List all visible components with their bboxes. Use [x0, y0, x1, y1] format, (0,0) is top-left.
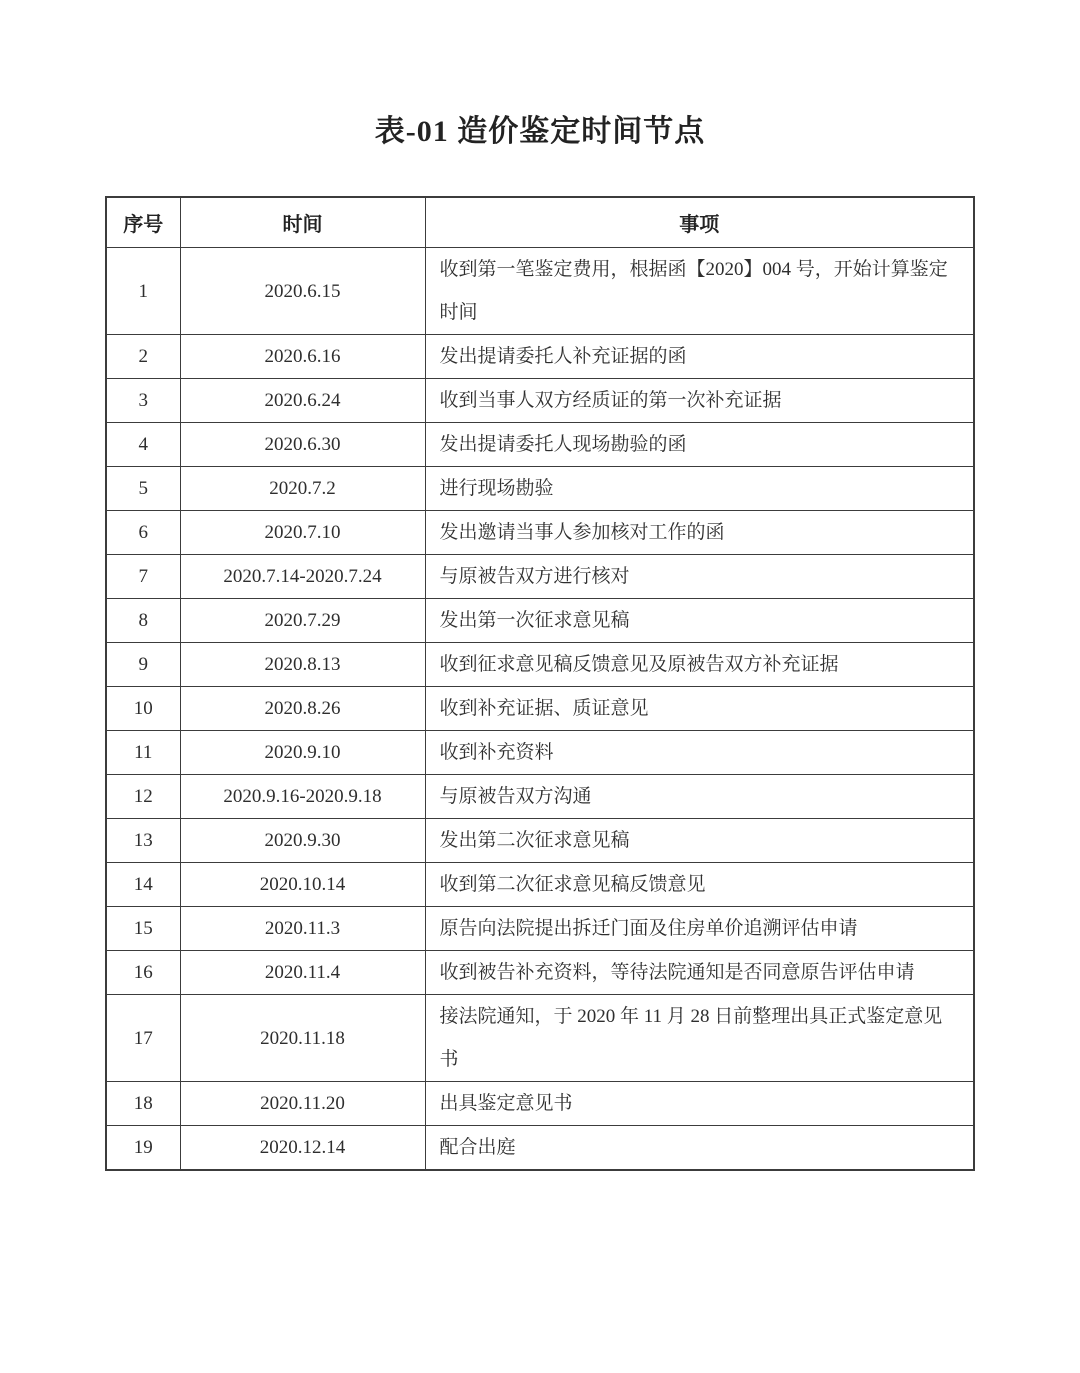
table-row — [106, 863, 974, 907]
cell-event: 发出邀请当事人参加核对工作的函 — [425, 511, 974, 555]
table-row — [106, 643, 974, 687]
cell-event: 出具鉴定意见书 — [425, 1082, 974, 1126]
cell-no: 3 — [106, 379, 180, 423]
cell-no: 4 — [106, 423, 180, 467]
cell-date: 2020.6.30 — [180, 423, 425, 467]
page-title: 表-01 造价鉴定时间节点 — [374, 115, 706, 148]
cell-event: 收到补充资料 — [425, 731, 974, 775]
table-row — [106, 1082, 974, 1126]
cell-no: 19 — [106, 1126, 180, 1171]
cell-event: 发出第二次征求意见稿 — [425, 819, 974, 863]
cell-no: 5 — [106, 467, 180, 511]
cell-date: 2020.9.30 — [180, 819, 425, 863]
table-row — [106, 951, 974, 995]
cell-event: 收到第二次征求意见稿反馈意见 — [425, 863, 974, 907]
cell-event: 与原被告双方进行核对 — [425, 555, 974, 599]
table-row — [106, 423, 974, 467]
cell-date: 2020.9.16-2020.9.18 — [180, 775, 425, 819]
cell-no: 14 — [106, 863, 180, 907]
table-row — [106, 511, 974, 555]
table-row — [106, 555, 974, 599]
table-row — [106, 467, 974, 511]
cell-date: 2020.7.10 — [180, 511, 425, 555]
table-row — [106, 335, 974, 379]
cell-date: 2020.7.14-2020.7.24 — [180, 555, 425, 599]
table-row — [106, 1126, 974, 1171]
cell-no: 16 — [106, 951, 180, 995]
table-row — [106, 775, 974, 819]
table-row — [106, 731, 974, 775]
cell-no: 1 — [106, 248, 180, 335]
cell-event: 发出第一次征求意见稿 — [425, 599, 974, 643]
cell-date: 2020.9.10 — [180, 731, 425, 775]
cell-date: 2020.10.14 — [180, 863, 425, 907]
cell-no: 9 — [106, 643, 180, 687]
table-header-row — [106, 197, 974, 248]
cell-event: 发出提请委托人现场勘验的函 — [425, 423, 974, 467]
table-row — [106, 995, 974, 1082]
table-row — [106, 687, 974, 731]
cell-event: 收到补充证据、质证意见 — [425, 687, 974, 731]
cell-event: 收到征求意见稿反馈意见及原被告双方补充证据 — [425, 643, 974, 687]
cell-date: 2020.8.13 — [180, 643, 425, 687]
table-row — [106, 819, 974, 863]
cell-date: 2020.6.16 — [180, 335, 425, 379]
cell-event: 配合出庭 — [425, 1126, 974, 1171]
cell-date: 2020.8.26 — [180, 687, 425, 731]
cell-date: 2020.11.3 — [180, 907, 425, 951]
document-page — [0, 106, 1080, 1373]
timeline-table — [105, 196, 975, 1171]
cell-no: 17 — [106, 995, 180, 1082]
cell-date: 2020.11.20 — [180, 1082, 425, 1126]
cell-no: 18 — [106, 1082, 180, 1126]
table-row — [106, 379, 974, 423]
cell-no: 8 — [106, 599, 180, 643]
cell-event: 进行现场勘验 — [425, 467, 974, 511]
cell-date: 2020.11.18 — [180, 995, 425, 1082]
cell-date: 2020.12.14 — [180, 1126, 425, 1171]
cell-no: 7 — [106, 555, 180, 599]
cell-no: 10 — [106, 687, 180, 731]
cell-event: 与原被告双方沟通 — [425, 775, 974, 819]
table-row — [106, 599, 974, 643]
table-row — [106, 248, 974, 335]
cell-no: 12 — [106, 775, 180, 819]
cell-event: 接法院通知，于 2020 年 11 月 28 日前整理出具正式鉴定意见书 — [425, 995, 974, 1082]
cell-no: 11 — [106, 731, 180, 775]
header-cell-event: 事项 — [425, 197, 974, 248]
cell-date: 2020.7.29 — [180, 599, 425, 643]
cell-no: 13 — [106, 819, 180, 863]
cell-event: 收到被告补充资料，等待法院通知是否同意原告评估申请 — [425, 951, 974, 995]
cell-no: 2 — [106, 335, 180, 379]
cell-event: 原告向法院提出拆迁门面及住房单价追溯评估申请 — [425, 907, 974, 951]
header-cell-date: 时间 — [180, 197, 425, 248]
cell-date: 2020.6.24 — [180, 379, 425, 423]
cell-event: 发出提请委托人补充证据的函 — [425, 335, 974, 379]
cell-no: 6 — [106, 511, 180, 555]
table-row — [106, 907, 974, 951]
cell-date: 2020.6.15 — [180, 248, 425, 335]
cell-date: 2020.7.2 — [180, 467, 425, 511]
cell-event: 收到第一笔鉴定费用，根据函【2020】004 号，开始计算鉴定时间 — [425, 248, 974, 335]
header-cell-no: 序号 — [106, 197, 180, 248]
cell-event: 收到当事人双方经质证的第一次补充证据 — [425, 379, 974, 423]
cell-no: 15 — [106, 907, 180, 951]
cell-date: 2020.11.4 — [180, 951, 425, 995]
